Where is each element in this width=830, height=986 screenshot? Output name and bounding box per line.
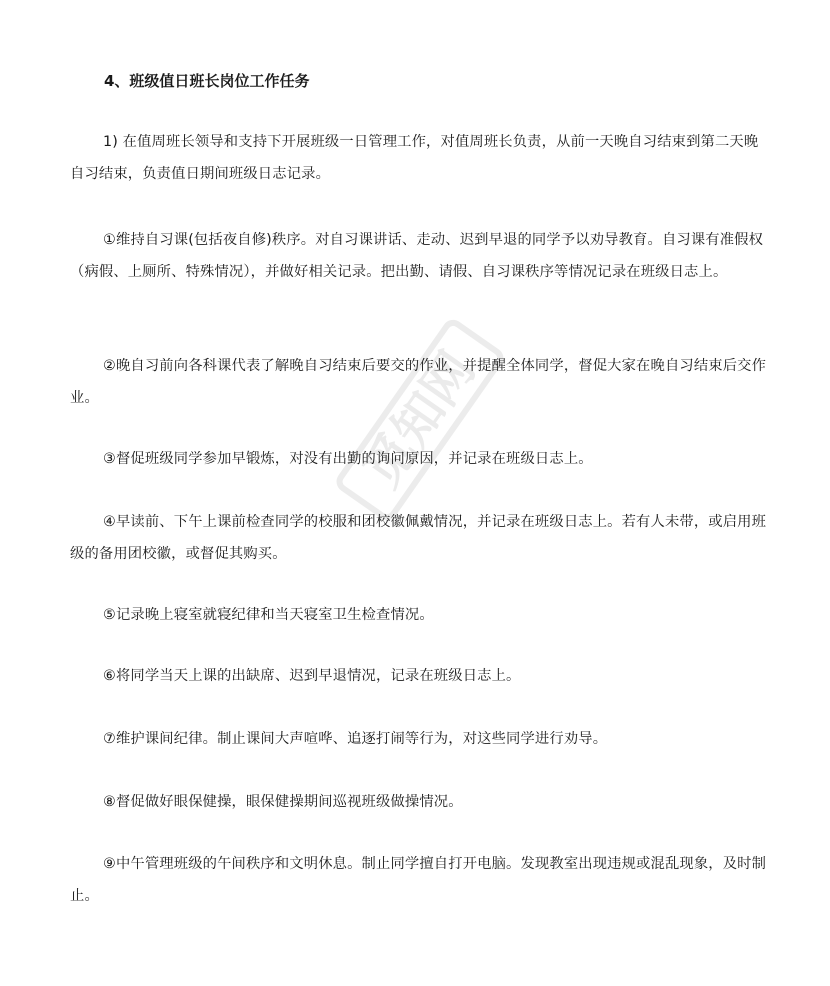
paragraph-item-1: ①维持自习课(包括夜自修)秩序。对自习课讲话、走动、迟到早退的同学予以劝导教育。自习课有准假权（病假、上厕所、特殊情况），并做好相关记录。把出勤、请假、自习课秩序等情况记录在班级日志上。 [70, 232, 764, 280]
paragraph-item-7: ⑦维护课间纪律。制止课间大声喧哗、追逐打闹等行为，对这些同学进行劝导。 [103, 731, 608, 747]
watermark-graphic [300, 300, 540, 540]
paragraph-item-2: ②晚自习前向各科课代表了解晚自习结束后要交的作业，并提醒全体同学，督促大家在晚自习结束后交作业。 [70, 358, 767, 406]
paragraph-item-6: ⑥将同学当天上课的出缺席、迟到早退情况，记录在班级日志上。 [103, 668, 521, 684]
paragraph-item-3: ③督促班级同学参加早锻炼，对没有出勤的询问原因，并记录在班级日志上。 [103, 451, 593, 467]
watermark [300, 300, 540, 540]
paragraph-item-4: ④早读前、下午上课前检查同学的校服和团校徽佩戴情况，并记录在班级日志上。若有人未带，或启用班级的备用团校徽，或督促其购买。 [70, 514, 767, 562]
paragraph-intro: 1) 在值周班长领导和支持下开展班级一日管理工作，对值周班长负责，从前一天晚自习结束到第二天晚自习结束，负责值日期间班级日志记录。 [70, 134, 759, 182]
section-heading: 4、班级值日班长岗位工作任务 [104, 72, 310, 90]
paragraph-item-8: ⑧督促做好眼保健操，眼保健操期间巡视班级做操情况。 [103, 794, 463, 810]
watermark-text: 觅知网 [352, 341, 486, 498]
paragraph-item-5: ⑤记录晚上寝室就寝纪律和当天寝室卫生检查情况。 [103, 607, 434, 623]
paragraph-item-9: ⑨中午管理班级的午间秩序和文明休息。制止同学擅自打开电脑。发现教室出现违规或混乱现象，及时制止。 [70, 856, 767, 904]
